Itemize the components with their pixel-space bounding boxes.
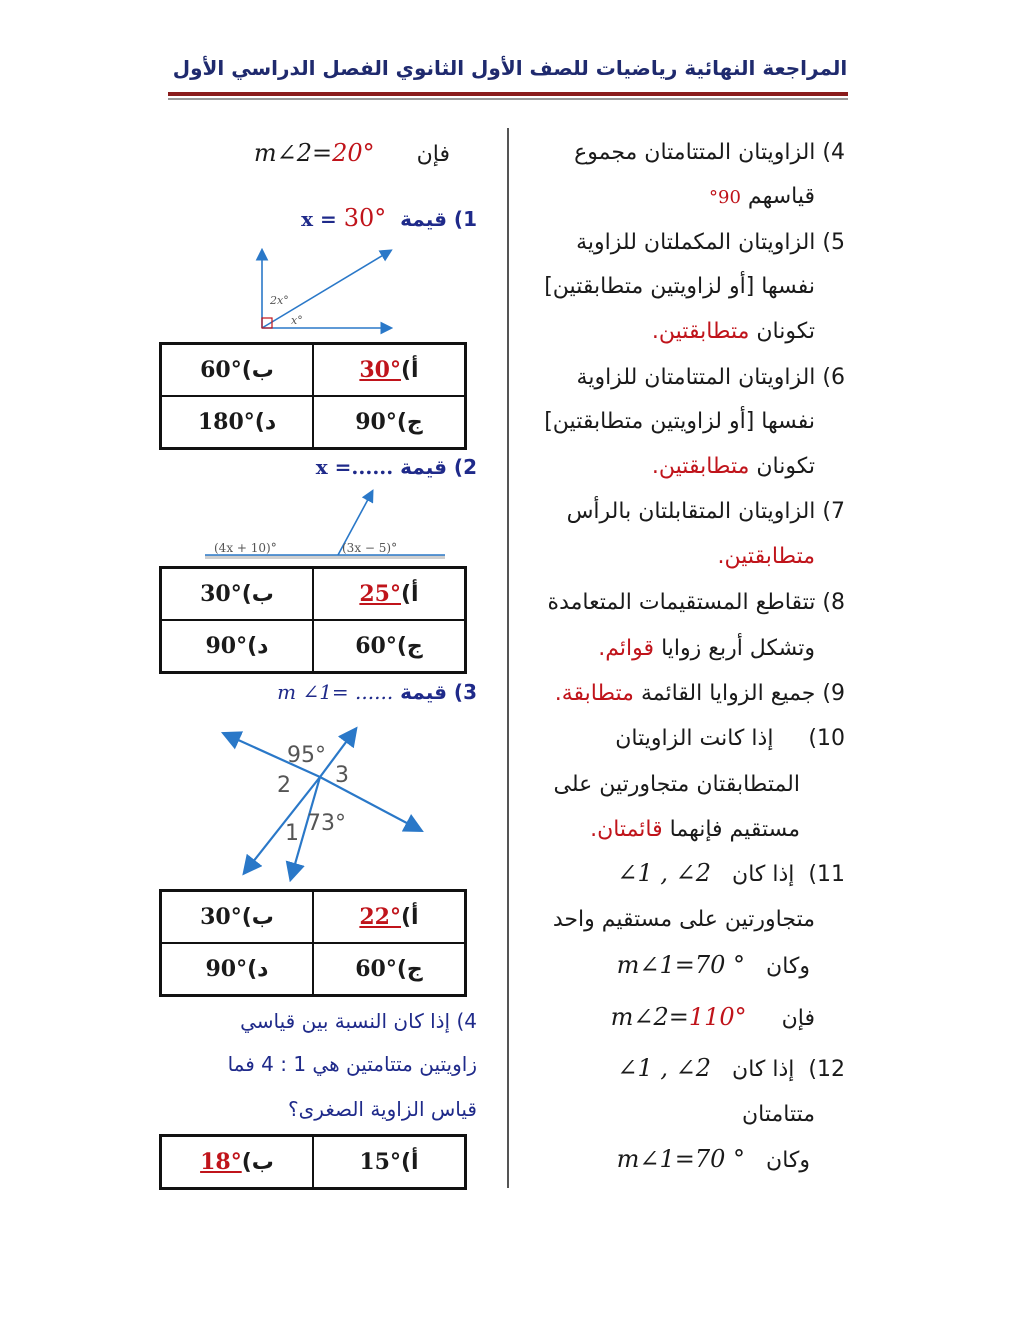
header-rule xyxy=(168,92,848,96)
item-11-line1: 11) إذا كان ∠1 , ∠2 xyxy=(617,859,845,887)
q1-heading: 1) قيمة x = 30° xyxy=(301,204,477,232)
item-10-line2: المتطابقتان متجاورتين على xyxy=(553,772,800,797)
item-4-line1: 4) الزاويتان المتتامتان مجموع xyxy=(574,140,845,165)
q1-label-x: x° xyxy=(291,314,303,327)
q2-option-a[interactable]: أ)25° xyxy=(313,568,466,621)
item-6-line2: نفسها [أو لزاويتين متطابقتين] xyxy=(544,409,815,434)
q1-ray-diagonal xyxy=(262,251,390,328)
q1-option-c[interactable]: ج)90° xyxy=(313,396,466,449)
item-11-given: وكان m∠1=70 ° xyxy=(616,951,810,979)
q1-options-table xyxy=(159,342,467,450)
q4-option-a[interactable]: أ)15° xyxy=(313,1136,466,1189)
q4-line3: قياس الزاوية الصغرى؟ xyxy=(288,1097,477,1121)
q3-option-a[interactable]: أ)22° xyxy=(313,891,466,944)
item-6-line1: 6) الزاويتان المتتامتان للزاوية xyxy=(576,365,845,390)
q2-heading: 2) قيمة x =...... xyxy=(315,455,477,479)
item-6-line3: تكونان متطابقتين. xyxy=(651,454,815,479)
q2-option-b[interactable]: ب)30° xyxy=(161,568,314,621)
item-10-line3: مستقيم فإنهما قائمتان. xyxy=(590,817,800,842)
item-5-line2: نفسها [أو لزاويتين متطابقتين] xyxy=(544,274,815,299)
q3-option-c[interactable]: ج)60° xyxy=(313,943,466,996)
item-12-given: وكان m∠1=70 ° xyxy=(616,1145,810,1173)
q2-label-right: (3x − 5)° xyxy=(342,541,398,555)
item-8-line2: وتشكل أربع زوايا قوائم. xyxy=(598,636,815,661)
carry-line: فإن m∠2=20° xyxy=(253,139,450,167)
q2-label-left: (4x + 10)° xyxy=(214,541,277,555)
item-5-line1: 5) الزاويتان المكملتان للزاوية xyxy=(576,230,845,255)
q3-lines-figure xyxy=(215,722,430,884)
q4-options-table xyxy=(159,1134,467,1190)
q3-label-95: 95° xyxy=(287,743,326,768)
item-7-answer: متطابقتين. xyxy=(717,544,815,569)
q4-line1: 4) إذا كان النسبة بين قياسي xyxy=(240,1009,477,1033)
q1-label-2x: 2x° xyxy=(270,294,289,307)
q3-label-2: 2 xyxy=(277,773,291,798)
q2-option-c[interactable]: ج)60° xyxy=(313,620,466,673)
q1-angle-figure xyxy=(245,245,405,337)
q2-option-d[interactable]: د)90° xyxy=(161,620,314,673)
item-11-line2: متجاورتين على مستقيم واحد xyxy=(552,907,815,932)
q3-option-d[interactable]: د)90° xyxy=(161,943,314,996)
item-7-line1: 7) الزاويتان المتقابلتان بالرأس xyxy=(566,499,845,524)
item-4-line2: قياسهم 90° xyxy=(709,184,815,209)
item-8-line1: 8) تتقاطع المستقيمات المتعامدة xyxy=(547,590,845,615)
q4-line2: زاويتين متتامتين هي 1 : 4 فما xyxy=(227,1052,477,1076)
item-9-line1: 9) جميع الزوايا القائمة متطابقة. xyxy=(554,681,845,706)
q3-option-b[interactable]: ب)30° xyxy=(161,891,314,944)
item-12-line2: متتامتان xyxy=(741,1102,815,1127)
q3-label-1: 1 xyxy=(285,821,299,846)
q3-label-3: 3 xyxy=(335,763,349,788)
item-5-line3: تكونان متطابقتين. xyxy=(651,319,815,344)
item-12-line1: 12) إذا كان ∠1 , ∠2 xyxy=(617,1054,845,1082)
item-10-line1: 10) إذا كانت الزاويتان xyxy=(615,726,845,751)
q1-option-b[interactable]: ب)60° xyxy=(161,344,314,397)
q3-label-73: 73° xyxy=(307,811,346,836)
item-11-then: فإن m∠2=110° xyxy=(610,1003,815,1031)
q1-option-d[interactable]: د)180° xyxy=(161,396,314,449)
q3-options-table xyxy=(159,889,467,997)
column-divider xyxy=(507,128,509,1188)
header-rule-thin xyxy=(168,98,848,100)
page-header-title: المراجعة النهائية رياضيات للصف الأول الثانوي الفصل الدراسي الأول xyxy=(172,56,848,80)
q2-options-table xyxy=(159,566,467,674)
q1-option-a[interactable]: أ)30° xyxy=(313,344,466,397)
q4-option-b[interactable]: ب)18° xyxy=(161,1136,314,1189)
q3-heading: 3) قيمة m ∠1= ...... xyxy=(277,680,477,704)
q2-angle-figure xyxy=(200,486,450,566)
